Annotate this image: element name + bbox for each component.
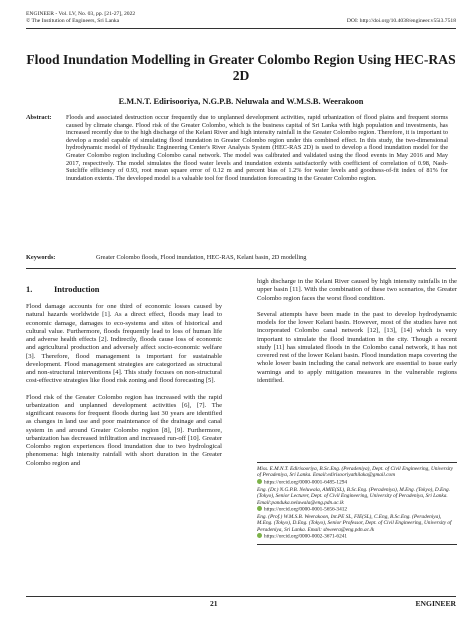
affiliation-entry (257, 514, 457, 540)
journal-header (26, 11, 135, 25)
orcid-icon (257, 506, 262, 511)
paragraph: Flood damage accounts for one third of economic losses caused by natural hazards worldwide [1]. As a direct effect, floods may lead to economic damage, damages to eco-systems and sites of historical and cultural value. Furthermore, floods frequently lead to loss of human life and adverse health effects [2]. Indirectly, floods cause loss of economic and agricultural production and adversely affect socio-economic welfare [3]. Therefore, flood management is important for sustainable development. Flood management strategies are categorized as structural and non-structural interventions [4]. This study focuses on non-structural cost-effective strategies like flood risk zoning and flood forecasting [5]. (26, 303, 222, 385)
affiliation-text: Eng. (Dr.) N.G.P.B. Neluwala, AMIE(SL), B.Sc.Eng. (Peradeniya), M.Eng. (Tokyo), D.Eng. (Tokyo), Senior Lecturer, Dept. of Civil Engineering, University of Peradeniya, Sri Lanka. Email:panduka.neluwala@eng.pdn.ac.lk (257, 486, 450, 506)
copyright-line: © The Institution of Engineers, Sri Lanka (26, 18, 120, 24)
affiliation-entry (257, 466, 457, 486)
orcid-link[interactable]: https://orcid.org/0000-0002-3671-6241 (264, 533, 348, 540)
author-affiliations (257, 462, 457, 545)
left-column (26, 303, 222, 476)
journal-name: ENGINEER (415, 599, 456, 608)
doi-link[interactable]: DOI: http://doi.org/10.4038/engineer.v55i3.7518 (346, 18, 456, 24)
right-column (257, 278, 457, 393)
orcid-icon (257, 533, 262, 538)
orcid-icon (257, 479, 262, 484)
journal-volume-line: ENGINEER - Vol. LV, No. 03, pp. [21-27], 2022 (26, 11, 136, 17)
orcid-line[interactable] (257, 479, 457, 486)
keywords-label: Keywords: (26, 254, 56, 261)
abstract-label: Abstract: (26, 114, 52, 121)
orcid-line[interactable] (257, 506, 457, 513)
paper-title: Flood Inundation Modelling in Greater Colombo Region Using HEC-RAS 2D (26, 52, 456, 83)
abstract-text: Floods and associated destruction occur frequently due to unplanned development activities, rapid urbanization of flood plains and frequent storms caused by climate change. Flood risk of the Greater Colombo, which is the business capital of Sri Lanka with high population and investments, has increased recently due to the high discharge of the Kelani River and high intensity rainfall in the Greater Colombo region. Therefore, it is important to develop a model capable of simulating flood inundation in Greater Colombo region under this combined effect. In this study, the two-dimensional hydrodynamic model of Hydraulic Engineering Center's River Analysis System (HEC-RAS 2D) is used to develop a flood inundation model for the Greater Colombo region including Colombo canal network. The model was calibrated and validated using the flood events in May 2016 and May 2017, respectively. The model simulates the flood water levels and inundation extents satisfactorily with coefficient of correlation of 0.98, Nash-Sutcliffe efficiency of 0.93, root mean square error of 0.12 m and percent bias of 1.2% for water levels and goodness-of-fit index of 81% for inundation extents. The developed model is a valuable tool for flood inundation forecasting in the Greater Colombo region. (66, 114, 448, 182)
keywords-text: Greater Colombo floods, Flood inundation, HEC-RAS, Kelani basin, 2D modelling (96, 254, 307, 261)
orcid-link[interactable]: https://orcid.org/0000-0001-5656-3412 (264, 506, 348, 513)
paragraph: Several attempts have been made in the past to develop hydrodynamic models for the lower Kelani basin. However, most of the studies have not incorporated Colombo canal network [12], [13], [14] which is very important to simulate the flood inundation in the city. Though a recent study [11] has simulated floods in the Colombo canal network, it has not covered rest of the lower Kelani basin. Flood inundation maps covering the whole lower basin including the canal network are essential to issue early warnings and to apply mitigation measures in the vulnerable regions identified. (257, 310, 457, 384)
footer-rule (26, 596, 456, 597)
affiliation-entry (257, 487, 457, 513)
header-rule (26, 28, 456, 29)
section-number: 1. (26, 285, 33, 294)
paragraph: Flood risk of the Greater Colombo region has increased with the rapid urbanization and unplanned development activities [6], [7]. The significant reasons for frequent floods during last 30 years are identified as changes in land use and poor maintenance of the drainage and canal system in and around Greater Colombo region [8], [9]. Furthermore, urbanization has decreased infiltration and increased run-off [10]. Greater Colombo region experiences flood inundation due to two hydrological phenomena: high intensity rainfall with short duration in the Greater Colombo region and (26, 393, 222, 467)
keywords-rule (26, 268, 456, 269)
orcid-link[interactable]: https://orcid.org/0000-0001-6485-1294 (264, 479, 348, 486)
affiliation-text: Miss. E.M.N.T. Edirisooriya, B.Sc.Eng. (Peradeniya), Dept. of Civil Engineering, University of Peradeniya, Sri Lanka. Email:edirisooriyathilaka@gmail.com (257, 466, 454, 479)
author-list: E.M.N.T. Edirisooriya, N.G.P.B. Neluwala and W.M.S.B. Weerakoon (118, 97, 364, 106)
section-title: Introduction (54, 285, 100, 294)
paragraph: high discharge in the Kelani River caused by high intensity rainfalls in the upper basin [11]. With the combination of these two scenarios, the Greater Colombo region faces the worst flood condition. (257, 278, 457, 302)
orcid-line[interactable] (257, 533, 457, 540)
section-heading (26, 285, 99, 294)
affiliation-text: Eng. (Prof.) W.M.S.B. Weerakoon, Int.PE SL, FIE(SL), C.Eng, B.Sc.Eng. (Peradeniya), M.Eng. (Tokyo), D.Eng. (Tokyo), Senior Professor, Dept. of Civil Engineering, University of Peradeniya, Sri Lanka. Email: sbweera@eng.pdn.ac.lk (257, 513, 452, 533)
page-number: 21 (210, 599, 218, 608)
